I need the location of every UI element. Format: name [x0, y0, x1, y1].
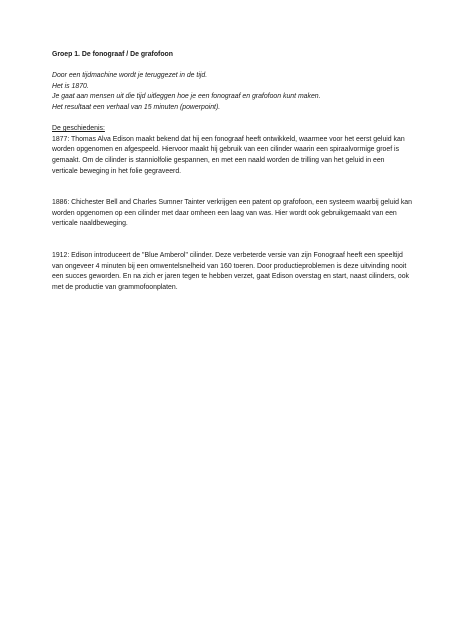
intro-line: Het is 1870. [52, 82, 89, 90]
intro-line: Het resultaat een verhaal van 15 minuten (powerpoint). [52, 103, 221, 111]
history-heading: De geschiedenis: [52, 125, 105, 133]
history-paragraph-1912: 1912: Edison introduceert de "Blue Amberol" cilinder. Deze verbeterde versie van zijn Fonograaf heeft een speeltijd van ongeveer 4 minuten bij een omwentelsnelheid van 160 toeren. Door productieproblemen is deze uitvinding nooit een succes geworden. En na zich er jaren tegen te hebben verzet, gaat Edison overstag en start, naast cilinders, ook met de productie van grammofoonplaten. [52, 251, 409, 291]
document-title: Groep 1. De fonograaf / De grafofoon [52, 51, 173, 58]
intro-line: Door een tijdmachine wordt je teruggezet in de tijd. [52, 72, 208, 80]
intro-line: Je gaat aan mensen uit die tijd uitleggen hoe je een fonograaf en grafofoon kunt maken. [52, 93, 321, 101]
history-paragraph-1877: 1877: Thomas Alva Edison maakt bekend dat hij een fonograaf heeft ontwikkeld, waarmee voor het eerst geluid kan worden opgenomen en afgespeeld. Hiervoor maakt hij gebruik van een cilinder waarin een spiraalvormige groef is gemaakt. Om de cilinder is stanniolfolie gespannen, en met een naald worden de trilling van het geluid in een verticale beweging in het folie gegraveerd. [52, 135, 405, 175]
intro-block [52, 71, 412, 113]
history-paragraph-1886: 1886: Chichester Bell and Charles Sumner Tainter verkrijgen een patent op grafofoon, een systeem waarbij geluid kan worden opgenomen op een cilinder met daar omheen een laag van was. Hier wordt ook gebruikgemaakt van een verticale naaldbeweging. [52, 199, 412, 228]
document-body [52, 50, 412, 293]
